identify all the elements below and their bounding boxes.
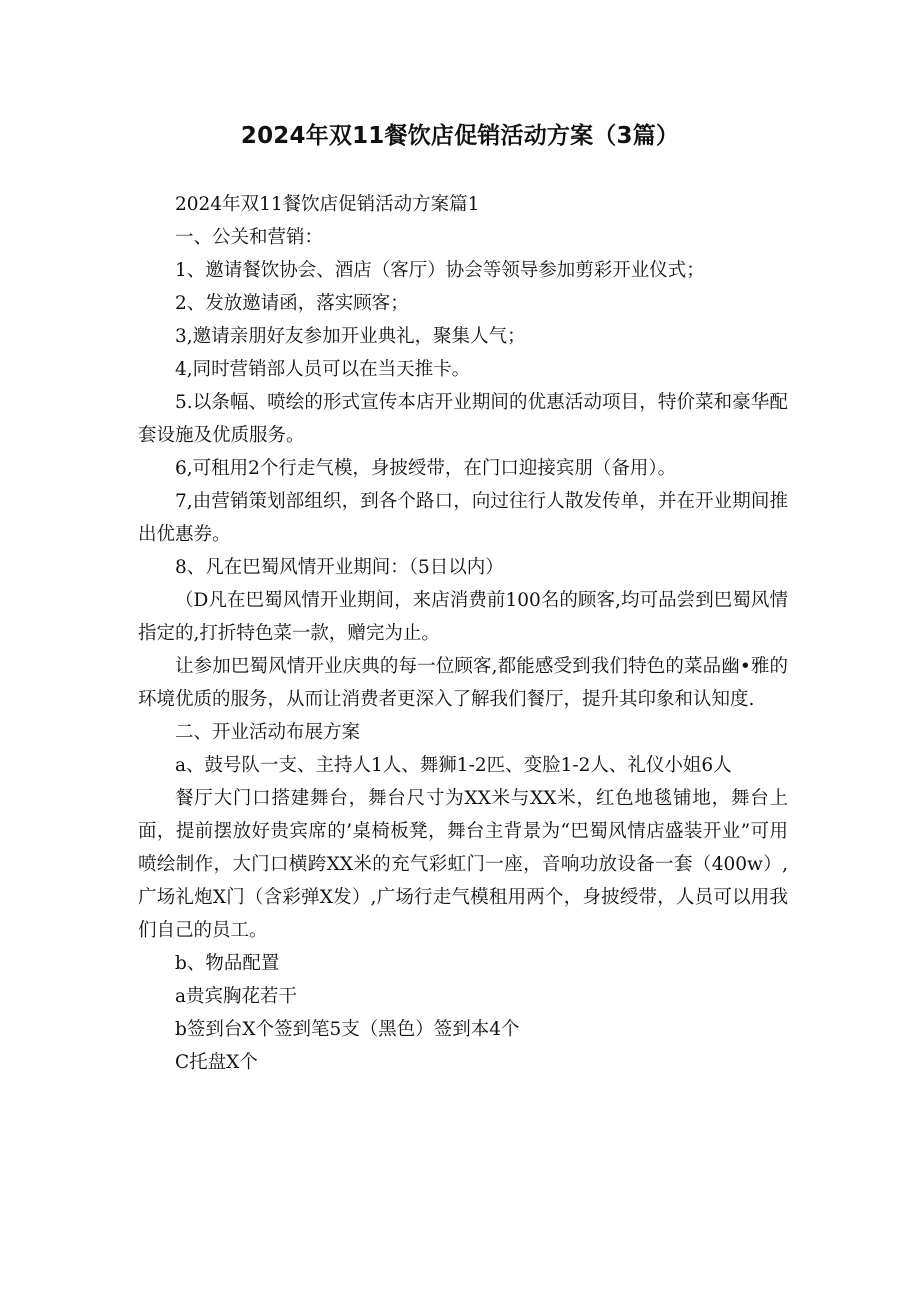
section-heading-part1: 2024年双11餐饮店促销活动方案篇1 — [175, 194, 480, 215]
list-item-7: 7,由营销策划部组织，到各个路口，向过往行人散发传单，并在开业期间推出优惠券。 — [138, 491, 788, 545]
list-item-1: 1、邀请餐饮协会、酒店（客厅）协会等领导参加剪彩开业仪式； — [175, 260, 705, 281]
supply-item-b: b签到台X个签到笔5支（黑色）签到本4个 — [175, 1019, 520, 1040]
list-item-5: 5.以条幅、喷绘的形式宣传本店开业期间的优惠活动项目，特价菜和豪华配套设施及优质服务。 — [138, 392, 788, 446]
document-title: 2024年双11餐饮店促销活动方案（3篇） — [240, 123, 680, 149]
paragraph-stage-setup: 餐厅大门口搭建舞台，舞台尺寸为XX米与XX米，红色地毯铺地，舞台上面，提前摆放好贵宾席的’桌椅板凳，舞台主背景为“巴蜀风情店盛装开业”可用喷绘制作，大门口横跨XX米的充气彩虹门一座，音响功放设备一套（400w）,广场礼炮X门（含彩弹X发）,广场行走气模租用两个，身披绶带，人员可以用我们自己的员工。 — [138, 788, 788, 941]
document-body — [138, 188, 788, 1079]
layout-item-a: a、鼓号队一支、主持人1人、舞狮1-2匹、变脸1-2人、礼仪小姐6人 — [175, 755, 732, 776]
list-item-3: 3,邀请亲朋好友参加开业典礼，聚集人气； — [175, 326, 526, 347]
list-item-4: 4,同时营销部人员可以在当天推卡。 — [175, 359, 471, 380]
heading-public-relations: 一、公关和营销： — [175, 227, 324, 248]
supply-item-a: a贵宾胸花若干 — [175, 986, 298, 1007]
paragraph-brand-impression: 让参加巴蜀风情开业庆典的每一位顾客,都能感受到我们特色的菜品幽•雅的环境优质的服务，从而让消费者更深入了解我们餐厅，提升其印象和认知度. — [138, 656, 788, 710]
list-item-6: 6,可租用2个行走气模，身披绶带，在门口迎接宾朋（备用）。 — [175, 458, 677, 479]
heading-opening-layout: 二、开业活动布展方案 — [175, 722, 361, 743]
supply-item-c: C托盘X个 — [175, 1052, 258, 1073]
list-item-2: 2、发放邀请函，落实顾客； — [175, 293, 409, 314]
heading-supplies: b、物品配置 — [175, 953, 280, 974]
list-item-8: 8、凡在巴蜀风情开业期间：（5日以内） — [175, 557, 504, 578]
sub-item-d: （D凡在巴蜀风情开业期间，来店消费前100名的顾客,均可品尝到巴蜀风情指定的,打折特色菜一款，赠完为止。 — [138, 590, 788, 644]
